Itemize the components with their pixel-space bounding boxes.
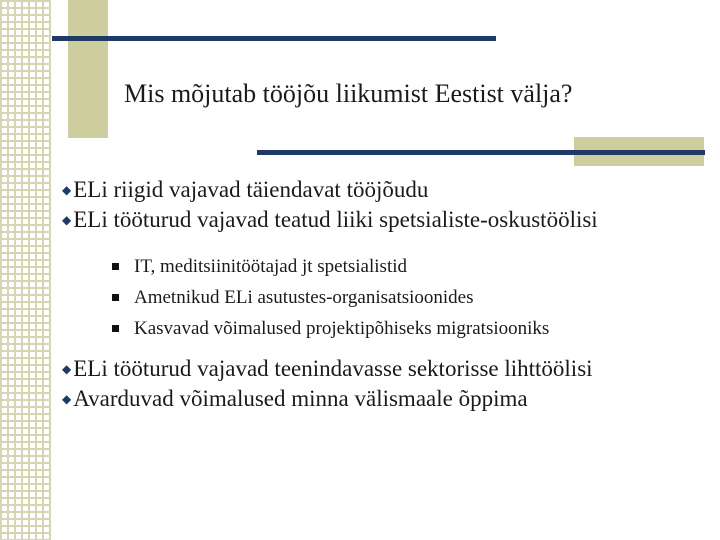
title-bottom-rule <box>257 150 705 155</box>
slide-title: Mis mõjutab tööjõu liikumist Eestist välja? <box>124 79 573 108</box>
bullet-item <box>62 384 682 414</box>
sub-bullet-text: Kasvavad võimalused projektipõhiseks migratsiooniks <box>134 318 550 339</box>
diamond-icon: ◆ <box>62 213 72 227</box>
bullet-item <box>62 354 682 384</box>
square-bullet-icon <box>112 294 119 301</box>
sub-bullet-item <box>62 313 682 344</box>
decorative-block-left <box>68 0 108 138</box>
slide-content <box>62 175 682 414</box>
square-bullet-icon <box>112 263 119 270</box>
title-top-rule <box>52 36 496 41</box>
bullet-text: ELi tööturud vajavad teenindavasse sektorisse lihttöölisi <box>73 356 593 381</box>
sub-bullet-text: IT, meditsiinitöötajad jt spetsialistid <box>134 256 408 277</box>
diamond-icon: ◆ <box>62 362 72 376</box>
diamond-icon: ◆ <box>62 183 72 197</box>
decorative-grid-strip <box>0 0 51 540</box>
bullet-item <box>62 205 682 235</box>
bullet-item <box>62 175 682 205</box>
sub-bullet-text: Ametnikud ELi asutustes-organisatsioonides <box>134 287 474 308</box>
sub-bullet-item <box>62 251 682 282</box>
bullet-text: Avarduvad võimalused minna välismaale õppima <box>73 386 528 411</box>
square-bullet-icon <box>112 325 119 332</box>
sub-bullet-item <box>62 282 682 313</box>
bullet-text: ELi tööturud vajavad teatud liiki spetsialiste-oskustöölisi <box>73 207 598 232</box>
bullet-text: ELi riigid vajavad täiendavat tööjõudu <box>73 177 429 202</box>
diamond-icon: ◆ <box>62 392 72 406</box>
sub-bullet-list <box>62 251 682 344</box>
